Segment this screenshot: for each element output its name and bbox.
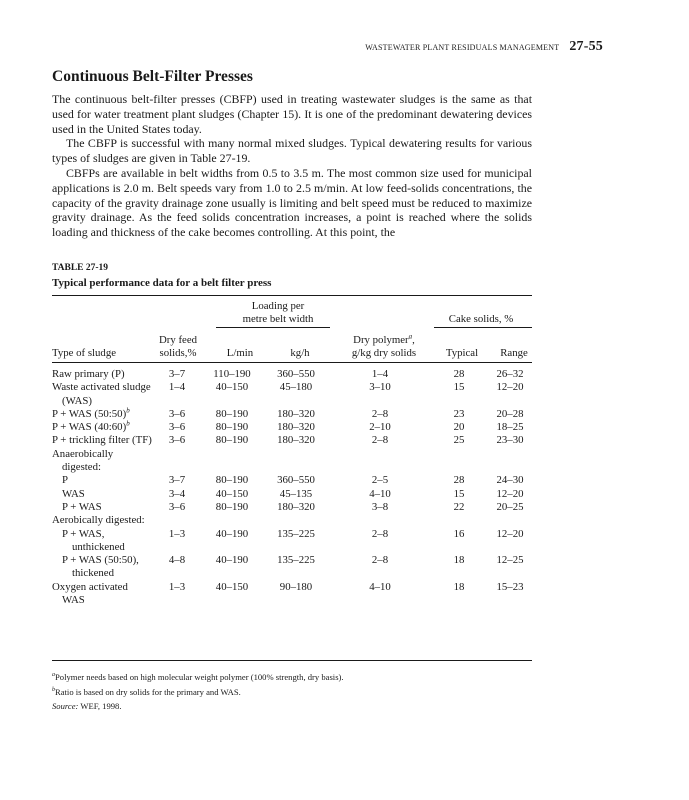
table-row — [52, 501, 532, 514]
cell-lmin: 40–150 — [215, 580, 249, 593]
cell-lmin: 40–150 — [215, 381, 249, 394]
cell-polymer: 2–8 — [371, 407, 389, 420]
cell-kgh: 360–550 — [277, 368, 315, 380]
table-bottom-rule — [52, 660, 532, 661]
table-source: Source: WEF, 1998. — [52, 700, 122, 711]
cell-kgh: 45–135 — [279, 487, 313, 500]
table-row — [52, 368, 532, 381]
cell-dry-feed: 3–6 — [168, 500, 186, 513]
cell-range: 20–28 — [496, 407, 524, 420]
cell-polymer: 3–10 — [369, 381, 391, 394]
loading-subrule — [216, 327, 330, 328]
cell-lmin: 80–190 — [215, 474, 249, 487]
cell-dry-feed: 3–6 — [168, 407, 186, 420]
cell-range: 20–25 — [496, 500, 524, 513]
cell-polymer: 4–10 — [369, 580, 391, 593]
cell-sludge-type: P + WAS — [62, 500, 102, 513]
cell-lmin — [202, 448, 262, 475]
header-polymer: Dry polymer$^a$, g/kg dry solids — [351, 332, 417, 359]
cell-lmin: 80–190 — [215, 434, 249, 447]
table-row — [52, 554, 532, 581]
cell-range: 12–20 — [496, 381, 524, 394]
running-head-section: WASTEWATER PLANT RESIDUALS MANAGEMENT — [365, 43, 560, 52]
header-lmin: L/min — [226, 347, 254, 359]
cell-typical — [430, 448, 488, 475]
cell-polymer: 2–8 — [371, 554, 389, 567]
cell-lmin — [202, 514, 262, 527]
header-cake-group: Cake solids, % — [448, 313, 514, 325]
cell-dry-feed — [152, 514, 202, 527]
cell-dry-feed: 3–6 — [168, 421, 186, 434]
table-row — [52, 528, 532, 555]
cell-sludge-type: P + WAS (50:50)$^b$ — [52, 406, 130, 420]
cell-typical: 16 — [453, 527, 465, 540]
cell-lmin: 40–190 — [215, 554, 249, 567]
cell-range: 24–30 — [496, 474, 524, 487]
cell-typical: 18 — [453, 580, 465, 593]
cell-typical: 15 — [453, 381, 465, 394]
cell-sludge-type: P + WAS (40:60)$^b$ — [52, 419, 130, 434]
cell-range: 12–20 — [496, 527, 524, 540]
cell-range: 12–20 — [496, 487, 524, 500]
cell-polymer: 1–4 — [371, 368, 389, 380]
cell-dry-feed: 4–8 — [168, 554, 186, 567]
table-row — [52, 581, 532, 608]
header-dry-feed: Dry feed solids,% — [158, 334, 198, 359]
cell-kgh: 180–320 — [277, 421, 315, 434]
cell-lmin: 110–190 — [213, 368, 251, 380]
cell-lmin: 40–190 — [215, 527, 249, 540]
table-top-rule — [52, 295, 532, 296]
cell-range: 18–25 — [496, 421, 524, 434]
table-row — [52, 488, 532, 501]
cell-sludge-type: Anaerobically digested: — [52, 447, 114, 474]
cell-sludge-type: Oxygen activated WAS — [52, 580, 128, 607]
cell-dry-feed: 1–3 — [168, 580, 186, 593]
cell-sludge-type: P + WAS, unthickened — [62, 527, 125, 553]
cell-dry-feed: 3–7 — [168, 474, 186, 487]
cell-range — [488, 448, 532, 475]
cell-kgh: 90–180 — [279, 580, 313, 593]
table-body — [52, 368, 532, 607]
cell-typical: 15 — [453, 487, 465, 500]
cell-sludge-type: WAS — [62, 487, 85, 500]
paragraph-2: The CBFP is successful with many normal mixed sludges. Typical dewatering results for various types of sludges are given in Table 27-19. — [52, 136, 532, 166]
cell-kgh: 135–225 — [277, 527, 315, 540]
cell-lmin: 80–190 — [215, 407, 249, 420]
table-row — [52, 381, 532, 408]
table-footnotes — [52, 669, 344, 714]
cell-sludge-type: P — [62, 474, 69, 487]
cell-dry-feed — [152, 448, 202, 475]
cell-dry-feed: 1–4 — [168, 381, 186, 394]
cell-polymer — [330, 514, 430, 527]
cell-range: 23–30 — [496, 434, 524, 447]
cell-typical — [430, 514, 488, 527]
section-title: Continuous Belt-Filter Presses — [52, 68, 253, 85]
cell-kgh: 180–320 — [277, 500, 315, 513]
cell-typical: 28 — [453, 474, 465, 487]
footnote-a: $^a$Polymer needs based on high molecular weight polymer (100% strength, dry basis). — [52, 671, 344, 682]
cell-dry-feed: 1–3 — [168, 527, 186, 540]
cell-lmin: 40–150 — [215, 487, 249, 500]
cell-typical: 20 — [453, 421, 465, 434]
cell-typical: 23 — [453, 407, 465, 420]
cell-kgh — [262, 514, 330, 527]
header-kgh: kg/h — [290, 347, 310, 359]
cell-polymer: 2–8 — [371, 434, 389, 447]
cell-range: 12–25 — [496, 554, 524, 567]
header-bottom-rule — [52, 362, 532, 363]
cell-typical: 28 — [453, 368, 465, 380]
cell-typical: 25 — [453, 434, 465, 447]
cell-polymer: 2–5 — [371, 474, 389, 487]
cell-polymer: 2–8 — [371, 527, 389, 540]
cell-range — [488, 514, 532, 527]
cell-range: 15–23 — [496, 580, 524, 593]
header-type: Type of sludge — [52, 347, 117, 359]
cell-dry-feed: 3–7 — [168, 368, 186, 380]
cell-dry-feed: 3–6 — [168, 434, 186, 447]
table-row — [52, 434, 532, 447]
table-row — [52, 408, 532, 421]
cell-polymer — [330, 448, 430, 475]
header-loading-group: Loading per metre belt width — [242, 300, 314, 325]
table-row — [52, 474, 532, 487]
cell-sludge-type: Waste activated sludge (WAS) — [52, 381, 151, 407]
cell-kgh: 180–320 — [277, 407, 315, 420]
cell-lmin: 80–190 — [215, 421, 249, 434]
cell-sludge-type: P + trickling filter (TF) — [52, 434, 152, 447]
cell-polymer: 3–8 — [371, 500, 389, 513]
cell-lmin: 80–190 — [215, 500, 249, 513]
table-label: TABLE 27-19 — [52, 263, 109, 273]
cell-range: 26–32 — [496, 368, 524, 380]
cell-sludge-type: P + WAS (50:50), thickened — [62, 554, 139, 580]
table-row — [52, 421, 532, 434]
cell-sludge-type: Raw primary (P) — [52, 368, 125, 380]
cell-kgh: 135–225 — [277, 554, 315, 567]
header-range: Range — [500, 347, 528, 359]
cell-sludge-type: Aerobically digested: — [52, 514, 145, 527]
cell-kgh: 45–180 — [279, 381, 313, 394]
table-row — [52, 448, 532, 475]
paragraph-1: The continuous belt-filter presses (CBFP) used in treating wastewater sludges is the same as that used for water treatment plant sludges (Chapter 15). It is one of the predominant dewatering devices used in the United States today. — [52, 92, 532, 136]
paragraph-3: CBFPs are available in belt widths from 0.5 to 3.5 m. The most common size used for municipal applications is 2.0 m. Belt speeds vary from 1.0 to 2.5 m/min. At low feed-solids concentrations, the capacity of the gravity drainage zone usually is limiting and belt speed must be reduced to maximize gravity drainage. As the feed solids concentration increases, a point is reached where the solids loading and thickness of the cake becomes controlling. At this point, the — [52, 165, 532, 240]
cell-kgh: 360–550 — [277, 474, 315, 487]
cake-subrule — [434, 327, 532, 328]
cell-kgh — [262, 448, 330, 475]
body-text — [52, 92, 532, 240]
table-caption: Typical performance data for a belt filter press — [52, 277, 272, 289]
cell-polymer: 4–10 — [369, 487, 391, 500]
cell-kgh: 180–320 — [277, 434, 315, 447]
cell-polymer: 2–10 — [369, 421, 391, 434]
cell-typical: 18 — [453, 554, 465, 567]
header-typical: Typical — [445, 347, 479, 359]
cell-dry-feed: 3–4 — [168, 487, 186, 500]
table-row — [52, 514, 532, 527]
page-number: 27-55 — [569, 39, 603, 54]
running-head — [0, 40, 603, 55]
cell-typical: 22 — [453, 500, 465, 513]
footnote-b: $^b$Ratio is based on dry solids for the primary and WAS. — [52, 687, 241, 698]
